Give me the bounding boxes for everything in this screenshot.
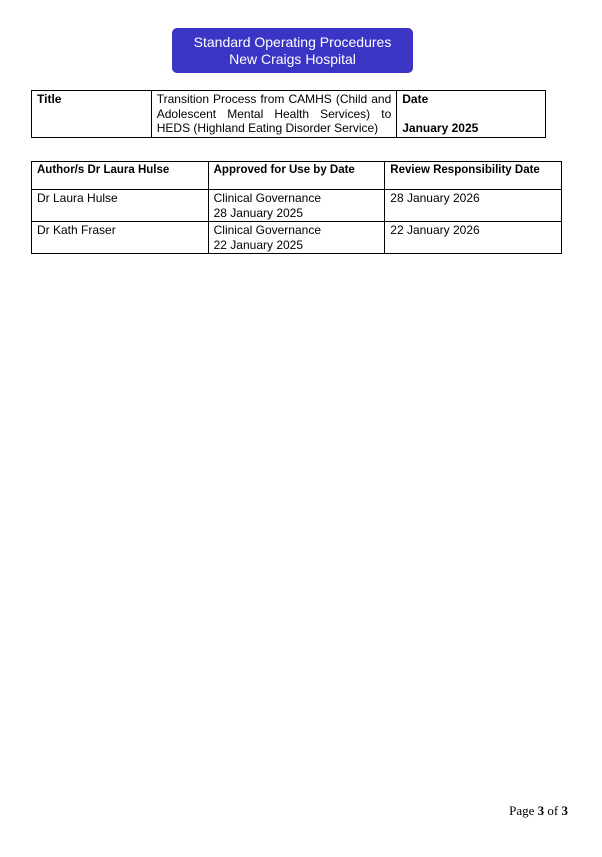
approved-header: Approved for Use by Date — [208, 162, 385, 190]
title-label-cell: Title — [32, 91, 152, 138]
date-cell — [397, 91, 546, 138]
author-cell: Dr Laura Hulse — [32, 190, 209, 222]
title-row — [32, 91, 546, 138]
page-total: 3 — [561, 803, 568, 818]
page-word: Page — [509, 803, 535, 818]
of-word: of — [547, 803, 559, 818]
review-header: Review Responsibility Date — [385, 162, 562, 190]
banner-line-1: Standard Operating Procedures — [193, 34, 392, 50]
authors-header-row — [32, 162, 562, 190]
page-current: 3 — [537, 803, 545, 818]
page-number — [509, 803, 568, 819]
banner-line-2: New Craigs Hospital — [229, 51, 356, 67]
approved-cell — [208, 190, 385, 222]
sop-banner — [172, 28, 413, 73]
author-cell: Dr Kath Fraser — [32, 222, 209, 254]
review-cell: 28 January 2026 — [385, 190, 562, 222]
approved-date: 28 January 2025 — [213, 205, 304, 220]
authors-table — [31, 161, 562, 254]
approved-by: Clinical Governance — [213, 223, 321, 237]
approved-cell — [208, 222, 385, 254]
date-value: January 2025 — [402, 120, 479, 135]
authors-header: Author/s Dr Laura Hulse — [32, 162, 209, 190]
approved-by: Clinical Governance — [213, 191, 321, 205]
date-label: Date — [402, 92, 429, 106]
title-table — [31, 90, 546, 138]
review-cell: 22 January 2026 — [385, 222, 562, 254]
title-value-cell: Transition Process from CAMHS (Child and Adolescent Mental Health Services) to HEDS (Highland Eating Disorder Service) — [151, 91, 397, 138]
approved-date: 22 January 2025 — [213, 237, 304, 252]
table-row — [32, 222, 562, 254]
table-row — [32, 190, 562, 222]
